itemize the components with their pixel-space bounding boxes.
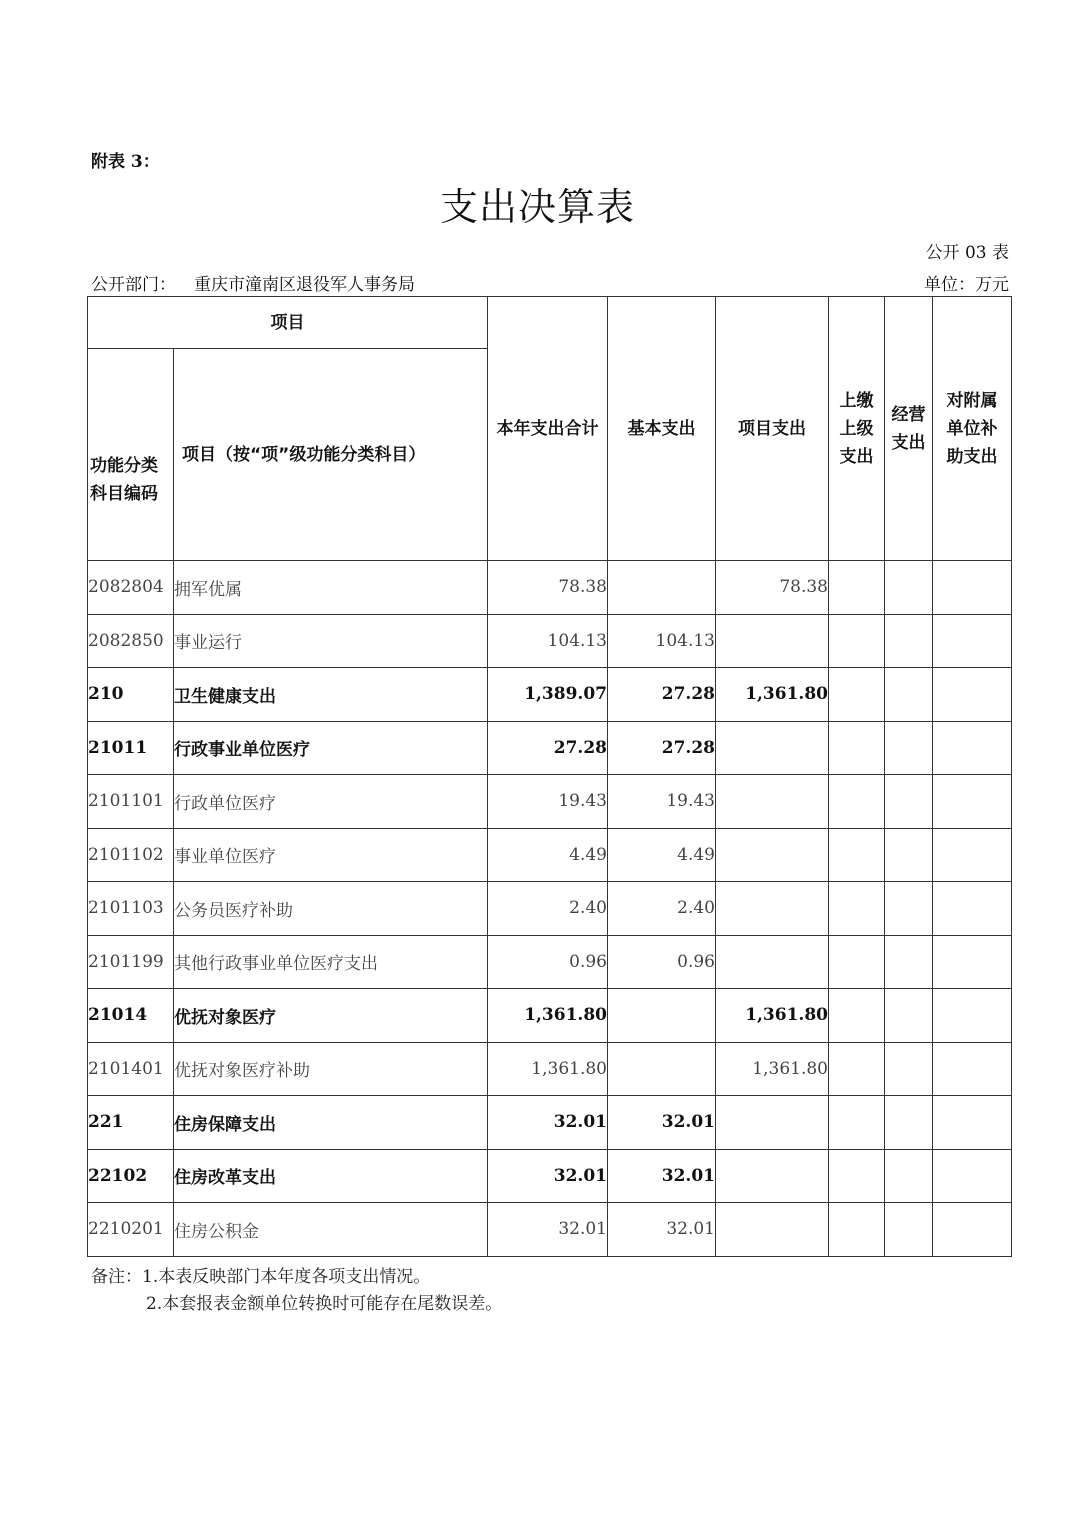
table-body (88, 561, 1012, 1257)
row-name: 卫生健康支出 (174, 668, 488, 722)
row-business (885, 828, 933, 882)
row-total: 2.40 (488, 882, 608, 936)
note-2: 2.本套报表金额单位转换时可能存在尾数误差。 (146, 1294, 503, 1314)
row-upper (829, 614, 885, 668)
row-total: 78.38 (488, 561, 608, 615)
row-basic (608, 1042, 716, 1096)
row-business (885, 935, 933, 989)
row-project (716, 1149, 829, 1203)
table-row (88, 775, 1012, 829)
row-total: 4.49 (488, 828, 608, 882)
table-number: 公开 03 表 (925, 243, 1009, 263)
row-upper (829, 721, 885, 775)
row-code: 2101103 (88, 882, 174, 936)
row-subsidiary (933, 614, 1012, 668)
row-business (885, 721, 933, 775)
row-total: 1,389.07 (488, 668, 608, 722)
row-subsidiary (933, 775, 1012, 829)
row-name: 优抚对象医疗 (174, 989, 488, 1043)
row-basic (608, 561, 716, 615)
table-row (88, 721, 1012, 775)
row-project (716, 828, 829, 882)
row-name: 事业运行 (174, 614, 488, 668)
row-subsidiary (933, 935, 1012, 989)
row-code: 2082850 (88, 614, 174, 668)
department-label: 公开部门： (91, 275, 176, 295)
row-business (885, 989, 933, 1043)
row-upper (829, 1096, 885, 1150)
row-basic: 2.40 (608, 882, 716, 936)
row-total: 32.01 (488, 1149, 608, 1203)
row-project (716, 775, 829, 829)
annex-label: 附表 3： (91, 152, 160, 172)
header-subsidiary: 对附属单位补助支出 (933, 297, 1012, 561)
row-project (716, 1096, 829, 1150)
row-code: 2101102 (88, 828, 174, 882)
row-basic: 4.49 (608, 828, 716, 882)
row-basic (608, 989, 716, 1043)
row-basic: 32.01 (608, 1149, 716, 1203)
row-code: 2082804 (88, 561, 174, 615)
row-total: 1,361.80 (488, 1042, 608, 1096)
row-basic: 32.01 (608, 1203, 716, 1257)
row-business (885, 1203, 933, 1257)
row-business (885, 561, 933, 615)
header-project: 项目支出 (716, 297, 829, 561)
table-row (88, 935, 1012, 989)
row-basic: 32.01 (608, 1096, 716, 1150)
row-total: 0.96 (488, 935, 608, 989)
row-name: 公务员医疗补助 (174, 882, 488, 936)
row-business (885, 668, 933, 722)
row-total: 19.43 (488, 775, 608, 829)
table-row (88, 1042, 1012, 1096)
department-name: 重庆市潼南区退役军人事务局 (194, 275, 415, 295)
row-name: 行政事业单位医疗 (174, 721, 488, 775)
row-subsidiary (933, 1203, 1012, 1257)
row-name: 其他行政事业单位医疗支出 (174, 935, 488, 989)
row-code: 2101199 (88, 935, 174, 989)
row-name: 行政单位医疗 (174, 775, 488, 829)
unit-label: 单位：万元 (924, 275, 1009, 295)
row-code: 2101101 (88, 775, 174, 829)
row-upper (829, 1149, 885, 1203)
row-business (885, 882, 933, 936)
row-total: 104.13 (488, 614, 608, 668)
row-subsidiary (933, 668, 1012, 722)
row-upper (829, 561, 885, 615)
row-project (716, 935, 829, 989)
row-project: 1,361.80 (716, 989, 829, 1043)
row-project: 1,361.80 (716, 1042, 829, 1096)
header-basic: 基本支出 (608, 297, 716, 561)
table-row (88, 668, 1012, 722)
header-upper: 上缴上级支出 (829, 297, 885, 561)
row-upper (829, 882, 885, 936)
row-code: 21011 (88, 721, 174, 775)
header-name: 项目（按“项”级功能分类科目） (174, 349, 488, 561)
row-subsidiary (933, 1042, 1012, 1096)
row-code: 210 (88, 668, 174, 722)
table-row (88, 1096, 1012, 1150)
row-basic: 104.13 (608, 614, 716, 668)
header-item: 项目 (88, 297, 488, 349)
row-business (885, 1096, 933, 1150)
row-subsidiary (933, 882, 1012, 936)
row-business (885, 614, 933, 668)
table-row (88, 828, 1012, 882)
row-upper (829, 775, 885, 829)
row-code: 22102 (88, 1149, 174, 1203)
row-basic: 27.28 (608, 721, 716, 775)
note-1: 备注：1.本表反映部门本年度各项支出情况。 (91, 1267, 431, 1287)
row-subsidiary (933, 989, 1012, 1043)
row-name: 拥军优属 (174, 561, 488, 615)
row-upper (829, 989, 885, 1043)
notes (91, 1264, 502, 1318)
header-code: 功能分类科目编码 (88, 349, 174, 561)
row-code: 2210201 (88, 1203, 174, 1257)
row-basic: 19.43 (608, 775, 716, 829)
row-upper (829, 668, 885, 722)
row-project (716, 1203, 829, 1257)
row-subsidiary (933, 721, 1012, 775)
header-total: 本年支出合计 (488, 297, 608, 561)
table-row (88, 614, 1012, 668)
row-name: 住房改革支出 (174, 1149, 488, 1203)
row-upper (829, 828, 885, 882)
table-row (88, 989, 1012, 1043)
table-row (88, 561, 1012, 615)
row-subsidiary (933, 1096, 1012, 1150)
row-business (885, 1149, 933, 1203)
row-total: 32.01 (488, 1203, 608, 1257)
row-total: 27.28 (488, 721, 608, 775)
table-row (88, 1149, 1012, 1203)
row-basic: 27.28 (608, 668, 716, 722)
row-subsidiary (933, 1149, 1012, 1203)
row-code: 21014 (88, 989, 174, 1043)
row-upper (829, 1042, 885, 1096)
page-title: 支出决算表 (439, 185, 635, 229)
row-total: 32.01 (488, 1096, 608, 1150)
row-upper (829, 1203, 885, 1257)
header-business: 经营支出 (885, 297, 933, 561)
row-code: 2101401 (88, 1042, 174, 1096)
row-subsidiary (933, 561, 1012, 615)
row-business (885, 1042, 933, 1096)
row-name: 住房公积金 (174, 1203, 488, 1257)
row-business (885, 775, 933, 829)
row-total: 1,361.80 (488, 989, 608, 1043)
row-subsidiary (933, 828, 1012, 882)
row-project: 78.38 (716, 561, 829, 615)
row-name: 优抚对象医疗补助 (174, 1042, 488, 1096)
expenditure-table (87, 296, 1012, 1257)
department-line (91, 270, 415, 295)
row-name: 事业单位医疗 (174, 828, 488, 882)
row-project: 1,361.80 (716, 668, 829, 722)
row-upper (829, 935, 885, 989)
row-code: 221 (88, 1096, 174, 1150)
row-project (716, 721, 829, 775)
table-row (88, 1203, 1012, 1257)
row-project (716, 614, 829, 668)
table-row (88, 882, 1012, 936)
row-project (716, 882, 829, 936)
row-basic: 0.96 (608, 935, 716, 989)
row-name: 住房保障支出 (174, 1096, 488, 1150)
